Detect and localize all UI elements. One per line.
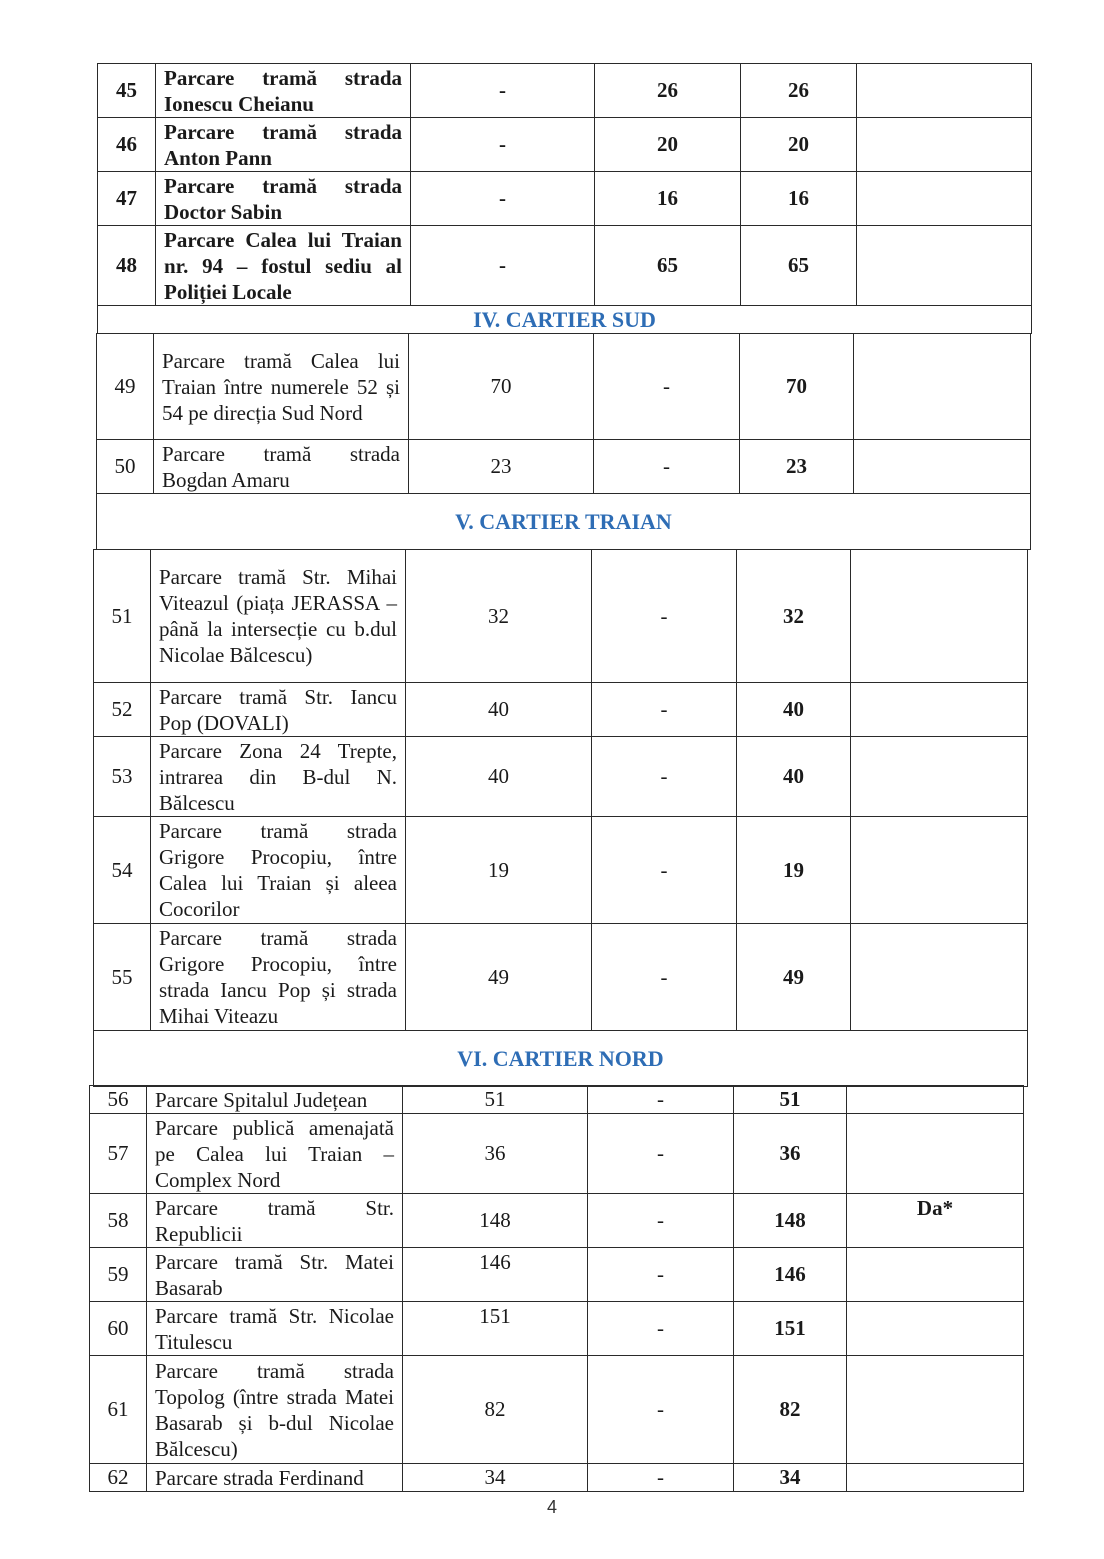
table-row: [94, 924, 1028, 1031]
parking-name: Parcare tramă Str. Nicolae Titulescu: [147, 1302, 403, 1356]
table-row: [90, 1194, 1024, 1248]
note-value: [847, 1248, 1024, 1302]
row-number: 48: [98, 226, 156, 306]
note-value: [851, 817, 1028, 924]
parking-name: Parcare Zona 24 Trepte, intrarea din B-dul N. Bălcescu: [151, 737, 406, 817]
col2-value: -: [594, 440, 740, 494]
total-value: 19: [737, 817, 851, 924]
col2-value: -: [592, 817, 737, 924]
col1-value: 51: [403, 1086, 588, 1114]
total-value: 49: [737, 924, 851, 1031]
parking-name: Parcare tramă Str. Iancu Pop (DOVALI): [151, 683, 406, 737]
note-value: [847, 1302, 1024, 1356]
row-number: 54: [94, 817, 151, 924]
col2-value: -: [594, 334, 740, 440]
col2-value: 20: [595, 118, 741, 172]
row-number: 51: [94, 550, 151, 683]
total-value: 16: [741, 172, 857, 226]
row-number: 46: [98, 118, 156, 172]
total-value: 34: [734, 1464, 847, 1492]
col1-value: -: [411, 172, 595, 226]
table-row: [90, 1356, 1024, 1464]
col1-value: 34: [403, 1464, 588, 1492]
note-value: [851, 924, 1028, 1031]
total-value: 151: [734, 1302, 847, 1356]
table-row: [94, 683, 1028, 737]
total-value: 51: [734, 1086, 847, 1114]
col1-value: 49: [406, 924, 592, 1031]
col2-value: -: [588, 1114, 734, 1194]
table-row: [90, 1464, 1024, 1492]
col1-value: 19: [406, 817, 592, 924]
parking-name: Parcare Spitalul Județean: [147, 1086, 403, 1114]
parking-table-nord: [89, 1085, 1024, 1492]
parking-name: Parcare tramă Str. Mihai Viteazul (piața JERASSA – până la intersecție cu b.dul Nicolae Bălcescu): [151, 550, 406, 683]
row-number: 62: [90, 1464, 147, 1492]
col1-value: 148: [403, 1194, 588, 1248]
table-row: [94, 817, 1028, 924]
row-number: 56: [90, 1086, 147, 1114]
col1-value: -: [411, 226, 595, 306]
parking-name: Parcare tramă Str. Republicii: [147, 1194, 403, 1248]
table-row: [94, 737, 1028, 817]
table-row: [98, 64, 1032, 118]
total-value: 148: [734, 1194, 847, 1248]
parking-name: Parcare publică amenajată pe Calea lui Traian – Complex Nord: [147, 1114, 403, 1194]
note-value: [854, 440, 1031, 494]
parking-name: Parcare tramă strada Bogdan Amaru: [154, 440, 409, 494]
parking-table-sud: [96, 333, 1031, 550]
table-row: [90, 1248, 1024, 1302]
col2-value: 16: [595, 172, 741, 226]
total-value: 20: [741, 118, 857, 172]
col2-value: -: [588, 1194, 734, 1248]
note-value: [857, 172, 1032, 226]
parking-table-top: [97, 63, 1032, 334]
page-number: 4: [546, 1497, 557, 1517]
col1-value: 32: [406, 550, 592, 683]
table-row: [90, 1302, 1024, 1356]
col2-value: 26: [595, 64, 741, 118]
total-value: 146: [734, 1248, 847, 1302]
row-number: 53: [94, 737, 151, 817]
col1-value: 82: [403, 1356, 588, 1464]
note-value: [857, 226, 1032, 306]
col2-value: -: [588, 1302, 734, 1356]
section-heading-row: [97, 494, 1031, 550]
row-number: 57: [90, 1114, 147, 1194]
section-heading: V. CARTIER TRAIAN: [97, 494, 1031, 550]
note-value: [851, 737, 1028, 817]
table-row: [94, 550, 1028, 683]
section-heading: VI. CARTIER NORD: [94, 1031, 1028, 1087]
note-value: [851, 683, 1028, 737]
parking-name: Parcare tramă strada Ionescu Cheianu: [156, 64, 411, 118]
col1-value: 70: [409, 334, 594, 440]
table-row: [97, 334, 1031, 440]
note-value: [851, 550, 1028, 683]
parking-name: Parcare tramă Str. Matei Basarab: [147, 1248, 403, 1302]
col1-value: -: [411, 118, 595, 172]
parking-name: Parcare tramă strada Anton Pann: [156, 118, 411, 172]
parking-name: Parcare tramă Calea lui Traian între numerele 52 și 54 pe direcția Sud Nord: [154, 334, 409, 440]
total-value: 82: [734, 1356, 847, 1464]
col1-value: 40: [406, 683, 592, 737]
note-value: [854, 334, 1031, 440]
col2-value: -: [588, 1086, 734, 1114]
note-value: [847, 1086, 1024, 1114]
total-value: 70: [740, 334, 854, 440]
note-value: Da*: [847, 1194, 1024, 1248]
parking-name: Parcare tramă strada Doctor Sabin: [156, 172, 411, 226]
section-heading-row: [94, 1031, 1028, 1087]
col1-value: 151: [403, 1302, 588, 1356]
col1-value: 40: [406, 737, 592, 817]
row-number: 52: [94, 683, 151, 737]
note-value: [847, 1464, 1024, 1492]
col1-value: 36: [403, 1114, 588, 1194]
parking-name: Parcare tramă strada Grigore Procopiu, între strada Iancu Pop și strada Mihai Viteazu: [151, 924, 406, 1031]
total-value: 36: [734, 1114, 847, 1194]
row-number: 61: [90, 1356, 147, 1464]
row-number: 45: [98, 64, 156, 118]
section-heading: IV. CARTIER SUD: [98, 306, 1032, 334]
parking-name: Parcare tramă strada Topolog (între strada Matei Basarab și b-dul Nicolae Bălcescu): [147, 1356, 403, 1464]
col2-value: -: [588, 1356, 734, 1464]
row-number: 50: [97, 440, 154, 494]
total-value: 40: [737, 737, 851, 817]
col2-value: -: [592, 550, 737, 683]
table-row: [90, 1114, 1024, 1194]
table-row: [97, 440, 1031, 494]
col2-value: -: [592, 737, 737, 817]
col2-value: -: [592, 924, 737, 1031]
row-number: 49: [97, 334, 154, 440]
col1-value: -: [411, 64, 595, 118]
col2-value: 65: [595, 226, 741, 306]
parking-name: Parcare Calea lui Traian nr. 94 – fostul sediu al Poliției Locale: [156, 226, 411, 306]
table-row: [98, 172, 1032, 226]
total-value: 23: [740, 440, 854, 494]
section-heading-row: [98, 306, 1032, 334]
table-row: [98, 118, 1032, 172]
total-value: 65: [741, 226, 857, 306]
col2-value: -: [592, 683, 737, 737]
parking-table-traian: [93, 549, 1028, 1087]
total-value: 26: [741, 64, 857, 118]
note-value: [847, 1114, 1024, 1194]
row-number: 58: [90, 1194, 147, 1248]
total-value: 32: [737, 550, 851, 683]
note-value: [857, 64, 1032, 118]
col2-value: -: [588, 1464, 734, 1492]
row-number: 60: [90, 1302, 147, 1356]
note-value: [857, 118, 1032, 172]
table-row: [90, 1086, 1024, 1114]
col1-value: 146: [403, 1248, 588, 1302]
note-value: [847, 1356, 1024, 1464]
row-number: 55: [94, 924, 151, 1031]
col2-value: -: [588, 1248, 734, 1302]
col1-value: 23: [409, 440, 594, 494]
total-value: 40: [737, 683, 851, 737]
row-number: 59: [90, 1248, 147, 1302]
table-row: [98, 226, 1032, 306]
row-number: 47: [98, 172, 156, 226]
parking-name: Parcare tramă strada Grigore Procopiu, între Calea lui Traian și aleea Cocorilor: [151, 817, 406, 924]
parking-name: Parcare strada Ferdinand: [147, 1464, 403, 1492]
